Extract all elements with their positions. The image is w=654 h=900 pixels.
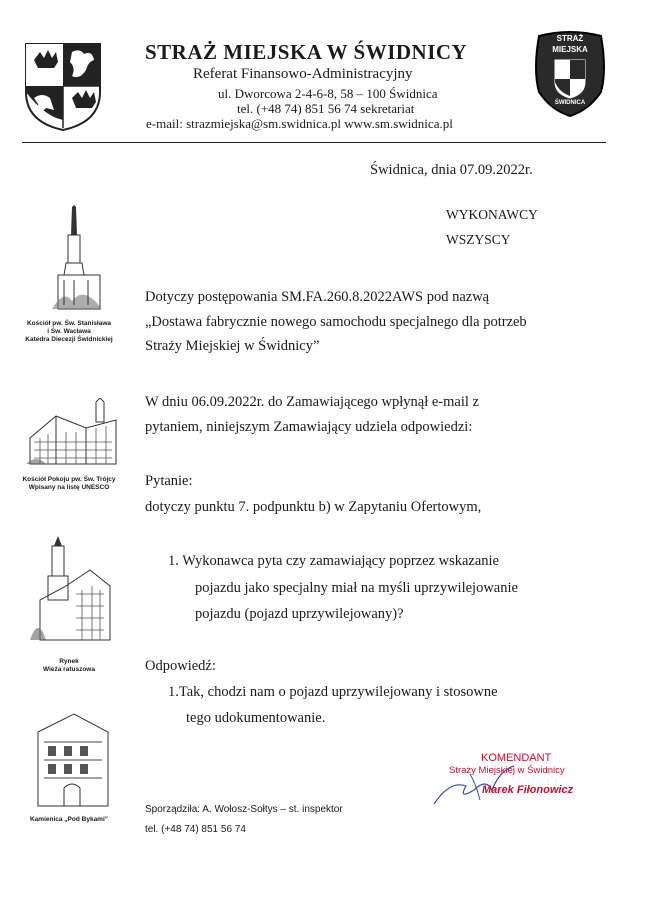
email-web-line[interactable]: e-mail: strazmiejska@sm.swidnica.pl www.sm.swidnica.pl [146, 116, 453, 131]
subject-line-3: Straży Miejskiej w Świdnicy” [145, 338, 320, 354]
prepared-by: Sporządziła: A. Wołosz-Sołtys – st. inspektor [145, 804, 343, 815]
cathedral-illustration [44, 205, 104, 313]
badge-bottom-text: ŚWIDNICA [554, 100, 586, 106]
question-item-line-2: pojazdu jako specjalny miał na myśli uprzywilejowanie [195, 580, 518, 596]
pod-bykami-caption: Kamienica „Pod Bykami” [29, 816, 109, 823]
place-date: Świdnica, dnia 07.09.2022r. [370, 162, 533, 178]
answer-label: Odpowiedź: [145, 658, 216, 674]
subject-line-2: „Dostawa fabrycznie nowego samochodu specjalnego dla potrzeb [145, 314, 527, 330]
peace-church-caption: Kościół Pokoju pw. Św. Trójcy Wpisany na listę UNESCO [22, 476, 116, 492]
organization-title: STRAŻ MIEJSKA W ŚWIDNICY [145, 40, 468, 64]
phone-line: tel. (+48 74) 851 56 74 sekretariat [237, 101, 415, 116]
town-hall-illustration [30, 536, 116, 644]
department-name: Referat Finansowo-Administracyjny [193, 66, 413, 82]
signatory-name: Marek Fiłonowicz [482, 784, 574, 796]
recipient-line-1: WYKONAWCY [446, 207, 538, 222]
stamp-title: KOMENDANT [481, 752, 552, 764]
question-item-line-1: 1. Wykonawca pyta czy zamawiający poprzez wskazanie [168, 553, 499, 569]
badge-top-text: STRAŻ [556, 34, 584, 43]
intro-line-1: W dniu 06.09.2022r. do Zamawiającego wpłynął e-mail z [145, 394, 479, 410]
badge-mid-text: MIEJSKA [552, 45, 588, 54]
question-item-line-3: pojazdu (pojazd uprzywilejowany)? [195, 606, 404, 622]
recipient-line-2: WSZYSCY [446, 232, 511, 247]
header-divider [22, 142, 606, 143]
question-context: dotyczy punktu 7. podpunktu b) w Zapytaniu Ofertowym, [145, 499, 482, 515]
question-label: Pytanie: [145, 473, 193, 489]
answer-line-2: tego udokumentowanie. [186, 710, 326, 726]
address-line: ul. Dworcowa 2-4-6-8, 58 – 100 Świdnica [218, 86, 438, 101]
stamp-organization: Straży Miejskiej w Świdnicy [449, 765, 565, 776]
prepared-phone: tel. (+48 74) 851 56 74 [145, 824, 246, 835]
coat-of-arms-logo [22, 40, 104, 132]
intro-line-2: pytaniem, niniejszym Zamawiający udziela odpowiedzi: [145, 419, 473, 435]
answer-line-1: 1.Tak, chodzi nam o pojazd uprzywilejowany i stosowne [168, 684, 498, 700]
subject-line-1: Dotyczy postępowania SM.FA.260.8.2022AWS pod nazwą [145, 289, 490, 305]
peace-church-illustration [26, 398, 120, 468]
cathedral-caption: Kościół pw. Św. Stanisława i Św. Wacława Katedra Diecezji Świdnickiej [25, 320, 113, 344]
town-hall-caption: Rynek Wieża ratuszowa [43, 658, 95, 674]
city-guard-badge [531, 30, 609, 118]
pod-bykami-house-illustration [34, 712, 112, 808]
